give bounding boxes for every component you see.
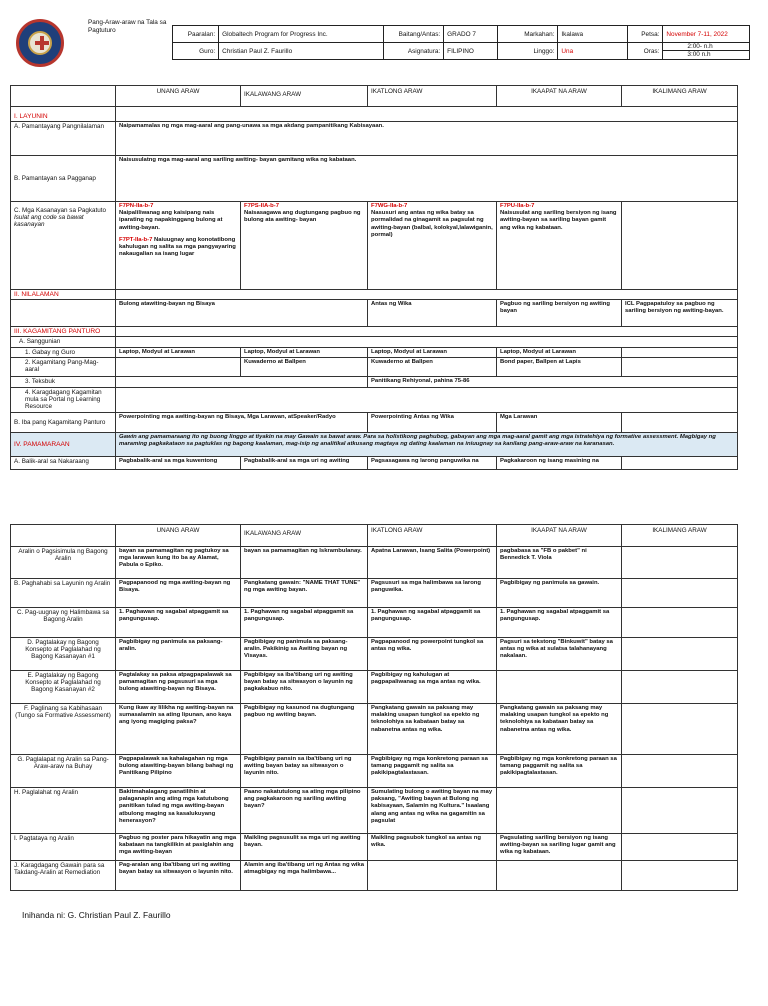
oras-value-1: 2:00- n.h [663, 43, 749, 51]
pamantayang-label: A. Pamantayang Pangnilalaman [11, 122, 116, 156]
empty-cell [116, 387, 738, 412]
km-day-3: Kuwaderno at Ballpen [368, 357, 497, 376]
linggo-label: Linggo: [498, 43, 558, 60]
d-day-4: Pagsuri sa tekstong "Binkuwit" batay sa antas ng wika at sulatsa talahanayang nakalaan. [497, 638, 622, 671]
k3-code: F7WG-IIa-b-7 [371, 203, 408, 209]
j-day-4 [497, 861, 622, 891]
k1-code2: F7PT-IIa-b-7 [119, 236, 153, 243]
oras-values [663, 43, 750, 60]
c-label: C. Pag-uugnay ng Halimbawa sa Bagong Aralin [11, 608, 116, 638]
k4-code: F7PU-IIa-b-7 [500, 203, 535, 209]
g-day-2: Pagbibigay pansin sa iba'tibang uri ng awiting bayan batay sa sitwasyon o layunin nito. [241, 755, 368, 788]
lesson-plan-table-1 [10, 85, 738, 470]
day-5-header: IKALIMANG ARAW [622, 525, 738, 547]
linggo-value: Una [558, 43, 627, 60]
pagganap-label: B. Pamantayan sa Pagganap [11, 156, 116, 202]
guro-label: Guro: [173, 43, 219, 60]
pamamaraan-text: Gawin ang pamamaraang ito ng buong linggo at tiyakin na may Gawain sa bawat araw. Para sa holistikong paghubog, gabayan ang mga mag-aaral gamit ang mga istratehiya ng formative assessment. Magbigay ng maraming pagkakataon sa pagtuklas ng bagong kaalaman, mag-isip ng analitikal atkusang magtaya ng dating kaalaman na iniuugnay sa kanilang pang-araw-araw na karanasan. [116, 432, 738, 456]
day-3-header: IKATLONG ARAW [368, 86, 497, 107]
km-day-5 [622, 357, 738, 376]
school-seal-icon [16, 19, 64, 67]
header-info-table [172, 25, 750, 60]
iba-day-3: Powerpointing Antas ng Wika [368, 412, 497, 432]
paaralan-value: Globaltech Program for Progress Inc. [219, 26, 384, 43]
b-day-4: Pagbibigay ng panimula sa gawain. [497, 579, 622, 608]
baitang-value: GRADO 7 [444, 26, 498, 43]
pagganap-text: Naisusulatng mga mag-aaral ang sariling awiting- bayan gamitang wika ng kabataan. [116, 156, 738, 202]
iba-day-5 [622, 412, 738, 432]
c-day-5 [622, 608, 738, 638]
gabay-day-2: Laptop, Modyul at Larawan [241, 347, 368, 357]
day-4-header: IKAAPAT NA ARAW [497, 86, 622, 107]
corner-cell [11, 86, 116, 107]
kasanayan-day-2 [241, 202, 368, 290]
b-day-5 [622, 579, 738, 608]
k1-text2: Naiuugnay ang konotatibong kahulugan ng salita sa mga pangyayaring nakaugalian sa isang lugar [119, 236, 236, 258]
day-2-header: IKALAWANG ARAW [241, 86, 368, 107]
petsa-value: November 7-11, 2022 [663, 26, 750, 43]
inihanda-label: Inihanda ni: [22, 910, 66, 920]
i-label: I. Pagtataya ng Aralin [11, 834, 116, 861]
pamamaraan-heading: IV. PAMAMARAAN [11, 432, 116, 456]
g-day-1: Pagpapalawak sa kahalagahan ng mga bulong atawiting-bayan bilang bahagi ng Panitikang Pilipino [116, 755, 241, 788]
balik-day-3: Pagsasagawa ng larong panguwika na [368, 456, 497, 469]
document-title: Pang-Araw-araw na Tala sa Pagtuturo [88, 19, 167, 34]
f-day-3: Pangkatang gawain sa paksang may malaking usapan tungkol sa epekto ng teknolohiya sa kabataan batay sa nabanetna antas ng wika. [368, 704, 497, 755]
k1-code: F7PN-IIa-b-7 [119, 203, 154, 209]
seal-inner [28, 31, 52, 55]
iba-day-1: Powerpointing mga awiting-bayan ng Bisaya, Mga Larawan, atSpeaker/Radyo [116, 412, 368, 432]
aralin-day-2: bayan sa pamamagitan ng Iskrambulanay. [241, 547, 368, 579]
gabay-day-4: Laptop, Modyul at Larawan [497, 347, 622, 357]
gabay-day-1: Laptop, Modyul at Larawan [116, 347, 241, 357]
b-day-1: Pagpapanood ng mga awiting-bayan ng Bisaya. [116, 579, 241, 608]
kasanayan-day-3 [368, 202, 497, 290]
inihanda-name: G. Christian Paul Z. Faurillo [67, 910, 171, 920]
d-day-1: Pagbibigay ng panimula sa paksang-aralin. [116, 638, 241, 671]
b-label: B. Paghahabi sa Layunin ng Aralin [11, 579, 116, 608]
d-day-2: Pagbibigay ng panimula sa paksang-aralin. Pakikinig sa Awiting bayan ng Visayas. [241, 638, 368, 671]
day-1-header: UNANG ARAW [116, 86, 241, 107]
g-day-4: Pagbibigay ng mga konkretong paraan sa tamang paggamit ng salita sa pakikipagtalastasan. [497, 755, 622, 788]
km-day-2: Kuwaderno at Ballpen [241, 357, 368, 376]
kasanayan-cell [11, 202, 116, 290]
c-day-4: 1. Paghawan ng sagabal atpaggamit sa pangungusap. [497, 608, 622, 638]
e-label: E. Pagtalakay ng Bagong Konsepto at Paglalahad ng Bagong Kasanayan #2 [11, 671, 116, 704]
day-4-header: IKAAPAT NA ARAW [497, 525, 622, 547]
b-day-2: Pangkatang gawain: "NAME THAT TUNE" ng mga awiting bayan. [241, 579, 368, 608]
f-day-2: Pagbibigay ng kasunod na dugtungang pagbuo ng awiting bayan. [241, 704, 368, 755]
g-day-5 [622, 755, 738, 788]
h-day-5 [622, 788, 738, 834]
j-day-2: Alamin ang iba'tibang uri ng Antas ng wika atmagbigay ng mga halimbawa... [241, 861, 368, 891]
empty-cell [116, 327, 738, 337]
kasanayan-day-5 [622, 202, 738, 290]
layunin-heading: I. LAYUNIN [11, 107, 116, 122]
gabay-day-5 [622, 347, 738, 357]
balik-day-4: Pagkakaroon ng isang masining na [497, 456, 622, 469]
k1-text: Naipaliliwanag ang kaisipang nais iparating ng napakinggang bulong at awiting-bayan. [119, 210, 223, 231]
gabay-label: 1. Gabay ng Guro [11, 347, 116, 357]
sanggunian-label: A. Sanggunian [11, 337, 116, 347]
i-day-3: Maikling pagsubok tungkol sa antas ng wika. [368, 834, 497, 861]
nilalaman-heading: II. NILALAMAN [11, 290, 116, 300]
aralin-day-3: Apatna Larawan, Isang Salita (Powerpoint) [368, 547, 497, 579]
baitang-label: Baitang/Antas: [384, 26, 444, 43]
k2-code: F7PS-IIA-b-7 [244, 203, 280, 209]
h-day-1: Bakitmahalagang panatilihin at palaganapin ang ating mga katutubong panitikan tulad ng mga awiting-bayan atbulong maging sa kasalukuyang henerasyon? [116, 788, 241, 834]
day-1-header: UNANG ARAW [116, 525, 241, 547]
nilalaman-day-5: ICL Pagpapatuloy sa pagbuo ng sariling bersiyon ng awiting-bayan. [622, 300, 738, 327]
kagamitan-mag-label: 2. Kagamitang Pang-Mag-aaral [11, 357, 116, 376]
d-day-5 [622, 638, 738, 671]
oras-label: Oras: [627, 43, 663, 60]
day-2-header: IKALAWANG ARAW [241, 525, 368, 547]
k2-text: Naisasagawa ang dugtungang pagbuo ng bulong ata awiting- bayan [244, 210, 361, 224]
aralin-day-5 [622, 547, 738, 579]
i-day-2: Maikling pagsusulit sa mga uri ng awiting bayan. [241, 834, 368, 861]
teksbuk-text: Panitikang Rehiyonal, pahina 75-86 [368, 376, 738, 387]
c-day-3: 1. Paghawan ng sagabal atpaggamit sa pangungusap. [368, 608, 497, 638]
oras-value-2: 3:00 n.h [687, 51, 711, 58]
f-day-4: Pangkatang gawain sa paksang may malaking usapan tungkol sa epekto ng teknolohiya sa kabataan batay sa nabanetna antas ng wika. [497, 704, 622, 755]
balik-label: A. Balik-aral sa Nakaraang [11, 456, 116, 469]
balik-day-2: Pagbabalik-aral sa mga uri ng awiting [241, 456, 368, 469]
markahan-label: Markahan: [498, 26, 558, 43]
aralin-day-4: pagbabasa sa "FB o pakbet" ni Bennedick T. Viola [497, 547, 622, 579]
petsa-label: Petsa: [627, 26, 663, 43]
km-day-1 [116, 357, 241, 376]
j-label-cell [11, 861, 116, 891]
teksbuk-empty [116, 376, 368, 387]
h-day-3: Sumulating bulong o awiting bayan na may paksang, "Awiting bayan at Bulong ng kabisayaan, Salamin ng Kultura." Isaalang alang ang antas ng wika na gagamitin sa pagsulat [368, 788, 497, 834]
i-day-1: Pagbuo ng poster para hikayatin ang mga kabataan na tangkilikin at pasiglahin ang mga awiting-bayan [116, 834, 241, 861]
asignatura-label: Asignatura: [384, 43, 444, 60]
asignatura-value: FILIPINO [444, 43, 498, 60]
empty-cell [116, 290, 738, 300]
gabay-day-3: Laptop, Modyul at Larawan [368, 347, 497, 357]
g-day-3: Pagbibigay ng mga konkretong paraan sa tamang paggamit ng salita sa pakikipagtalastasan. [368, 755, 497, 788]
kasanayan-sub: Isulat ang code sa bawat kasanayan [14, 214, 84, 229]
nilalaman-day-3: Antas ng Wika [368, 300, 497, 327]
g-label: G. Paglalapat ng Aralin sa Pang-Araw-araw na Buhay [11, 755, 116, 788]
k4-text: Naisusulat ang sariling bersiyon ng isang awiting-bayan sa sariling bayan gamit ang wika ng kabataan. [500, 210, 617, 231]
h-day-4 [497, 788, 622, 834]
d-label: D. Pagtalakay ng Bagong Konsepto at Paglalahad ng Bagong Kasanayan #1 [11, 638, 116, 671]
seal-cross-horizontal [35, 41, 49, 45]
c-day-2: 1. Paghawan ng sagabal atpaggamit sa pangungusap. [241, 608, 368, 638]
corner-cell [11, 525, 116, 547]
h-day-2: Paano nakatutulong sa ating mga pilipino ang pagkakaroon ng sariling awiting bayan? [241, 788, 368, 834]
kasanayan-day-4 [497, 202, 622, 290]
kagamitan-heading: III. KAGAMITANG PANTURO [11, 327, 116, 337]
j-day-1: Pag-aralan ang iba'tibang uri ng awiting bayan batay sa sitwasyon o layunin nito. [116, 861, 241, 891]
karagdagan-label: 4. Karagdagang Kagamitan mula sa Portal ng Learning Resource [11, 387, 116, 412]
d-day-3: Pagpapanood ng powerpoint tungkol sa antas ng wika. [368, 638, 497, 671]
nilalaman-day-4: Pagbuo ng sariling bersiyon ng awiting bayan [497, 300, 622, 327]
e-day-2: Pagbibigay sa iba'tibang uri ng awiting bayan batay sa sitwasyon o layunin ng pagkakabuo nito. [241, 671, 368, 704]
teksbuk-label: 3. Teksbuk [11, 376, 116, 387]
h-label: H. Paglalahat ng Aralin [11, 788, 116, 834]
i-day-4: Pagsulating sariling bersiyon ng isang awiting-bayan sa sariling lugar gamit ang wika ng kabataan. [497, 834, 622, 861]
day-5-header: IKALIMANG ARAW [622, 86, 738, 107]
f-day-5 [622, 704, 738, 755]
lesson-plan-table-2 [10, 524, 738, 891]
k3-text: Nasusuri ang antas ng wika batay sa pormalidad na ginagamit sa pagsulat ng awiting-bayan (balbal, kolokyal,lalawiganin, pormal) [371, 210, 493, 238]
km-day-4: Bond paper, Ballpen at Lapis [497, 357, 622, 376]
empty-cell [116, 107, 738, 122]
i-day-5 [622, 834, 738, 861]
guro-value: Christian Paul Z. Faurillo [219, 43, 384, 60]
nilalaman-label-empty [11, 300, 116, 327]
e-day-5 [622, 671, 738, 704]
pamantayang-text: Naipamamalas ng mga mag-aaral ang pang-unawa sa mga akdang pampanitikang Kabisayaan. [116, 122, 738, 156]
inihanda-footer [22, 910, 171, 920]
aralin-label: Aralin o Pagsisimula ng Bagong Aralin [11, 547, 116, 579]
kasanayan-label: C. Mga Kasanayan sa Pagkatuto [14, 207, 107, 214]
f-day-1: Kung ikaw ay Iilikha ng awiting-bayan na sumasalamin sa ating lipunan, ano kaya ang iyong magiging paksa? [116, 704, 241, 755]
balik-day-5 [622, 456, 738, 469]
e-day-4 [497, 671, 622, 704]
markahan-value: Ikalawa [558, 26, 627, 43]
j-day-3 [368, 861, 497, 891]
e-day-3: Pagbibigay ng kahulugan at pagpapaliwanag sa mga antas ng wika. [368, 671, 497, 704]
day-3-header: IKATLONG ARAW [368, 525, 497, 547]
f-label: F. Paglinang sa Kabihasaan (Tungo sa Formative Assessment) [11, 704, 116, 755]
empty-cell [116, 337, 738, 347]
j-label: J. Karagdagang Gawain para sa Takdang-Aralin at Remediation [14, 862, 105, 877]
aralin-day-1: bayan sa pamamagitan ng pagtukoy sa mga larawan kung ito ba ay Alamat, Pabula o Epiko. [116, 547, 241, 579]
b-day-3: Pagsusuri sa mga halimbawa sa larong panguwika. [368, 579, 497, 608]
balik-day-1: Pagbabalik-aral sa mga kuwentong [116, 456, 241, 469]
e-day-1: Pagtalakay sa paksa atpagpapalawak sa pamamagitan ng pagsusuri sa mga bulong atawiting-bayan ng Bisaya. [116, 671, 241, 704]
nilalaman-day-1: Bulong atawiting-bayan ng Bisaya [116, 300, 368, 327]
iba-day-4: Mga Larawan [497, 412, 622, 432]
c-day-1: 1. Paghawan ng sagabal atpaggamit sa pangungusap. [116, 608, 241, 638]
kasanayan-day-1 [116, 202, 241, 290]
iba-pang-label: B. Iba pang Kagamitang Panturo [11, 412, 116, 432]
paaralan-label: Paaralan: [173, 26, 219, 43]
j-day-5 [622, 861, 738, 891]
